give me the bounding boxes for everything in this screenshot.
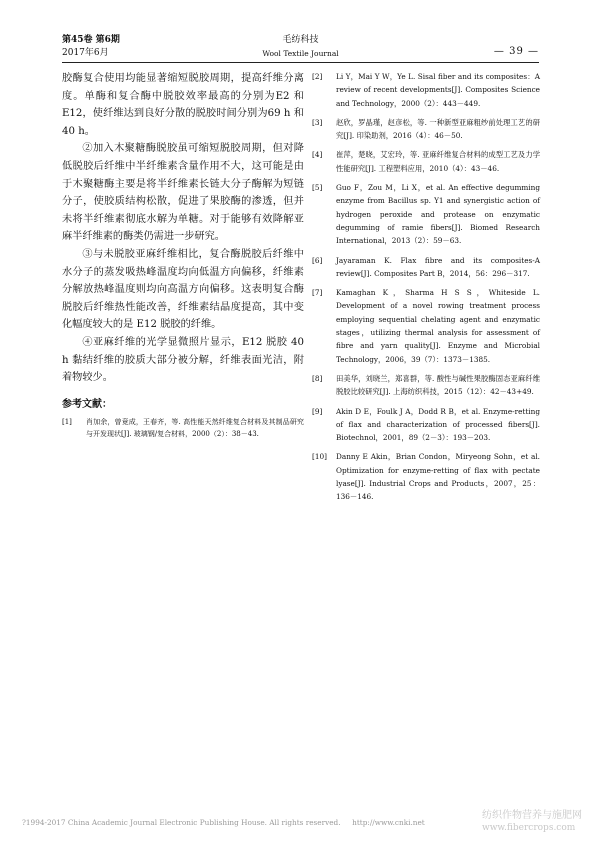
journal-title-en: Wool Textile Journal <box>262 49 339 58</box>
references-heading: 参考文献： <box>62 398 112 410</box>
reference-number: [10] <box>312 452 327 462</box>
reference-number: [8] <box>312 373 323 383</box>
footer-url[interactable]: http://www.cnki.net <box>352 818 425 827</box>
reference-text: 田美华，刘晓兰，郑喜群，等. 酸性与碱性果胶酶固态亚麻纤维脱胶比较研究[J]. 上海纺织科技，2015（12）：42－43+49. <box>336 373 540 397</box>
reference-number: [6] <box>312 255 323 265</box>
volume-issue: 第45卷 第6期 <box>62 35 120 45</box>
copyright-text: ?1994-2017 China Academic Journal Electronic Publishing House. All rights reserved. <box>22 818 341 827</box>
reference-item <box>312 254 540 281</box>
reference-text: Jayaraman K. Flax fibre and its composites-A review[J]. Composites Part B，2014，56：296－317. <box>336 255 540 278</box>
copyright-footer <box>22 818 425 827</box>
reference-text: 崔萍，楚晓，艾宏玲，等. 亚麻纤维复合材料的成型工艺及力学性能研究[J]. 工程塑料应用，2010（4）：43－46. <box>336 150 540 173</box>
reference-item <box>312 286 540 366</box>
reference-number: [1] <box>62 417 72 426</box>
journal-title-cn: 毛纺科技 <box>282 35 319 45</box>
reference-text: 肖加余，曾竟成，王春齐，等. 高性能天然纤维复合材料及其制品研究与开发现状[J]. 玻璃钢/复合材料，2000（2）：38－43. <box>86 417 304 438</box>
reference-item <box>312 116 540 143</box>
reference-item <box>312 181 540 247</box>
reference-text: 赵欣，罗晶瑾，赵彦松，等. 一种新型亚麻粗纱前处理工艺的研究[J]. 印染助剂，2016（4）：46－50. <box>336 117 540 141</box>
page-header <box>62 34 539 63</box>
reference-item <box>312 372 540 399</box>
reference-text: Akin D E，Foulk J A，Dodd R B，et al. Enzyme-retting of flax and characterization of processed fibers[J]. Biotechnol，2001，89（2－3）：193－203. <box>336 406 540 443</box>
body-paragraph: ②加入木聚糖酶脱胶虽可缩短脱胶周期，但对降低脱胶后纤维中半纤维素含量作用不大，这可能是由于木聚糖酶主要是将半纤维素长链大分子酶解为短链分子，使胶质结构松散，促进了果胶酶的渗透，但并未将半纤维素彻底水解为单糖。对于能够有效降解亚麻半纤维素的酶类仍需进一步研究。 <box>62 143 304 243</box>
reference-number: [3] <box>312 117 323 127</box>
reference-item <box>312 450 540 503</box>
reference-item <box>312 405 540 445</box>
reference-item <box>62 416 304 440</box>
reference-item <box>312 70 540 110</box>
reference-text: Kamaghan K，Sharma H S S，Whiteside L. Development of a novel rowing treatment process employing sequential chelating agent and enzymatic stages，utilizing thermal analysis for assessment of fibre and yarn quality[J]. Enzyme and Microbial Technology，2006，39（7）：1373－1385. <box>336 288 540 364</box>
body-paragraph: 胶酶复合使用均能显著缩短脱胶周期，提高纤维分离度。单酶和复合酶中脱胶效率最高的分别为E2 和 E12，使纤维达到良好分散的脱胶时间分别为69 h 和 40 h。 <box>62 73 304 137</box>
issue-date: 2017年6月 <box>62 48 109 58</box>
body-paragraph: ③与未脱胶亚麻纤维相比，复合酶脱胶后纤维中水分子的蒸发吸热峰温度均向低温方向偏移，纤维素分解放热峰温度则均向高温方向偏移。这表明复合酶脱胶后纤维热性能改善，纤维素结晶度提高，其中变化幅度较大的是 E12 脱胶的纤维。 <box>62 248 304 331</box>
left-column <box>62 70 304 446</box>
right-column <box>312 70 540 510</box>
reference-text: Li Y，Mai Y W，Ye L. Sisal fiber and its composites：A review of recent developments[J]. Composites Science and Technology，2000（2）：443－449. <box>336 72 540 108</box>
reference-number: [5] <box>312 183 323 193</box>
body-paragraph: ④亚麻纤维的光学显微照片显示，E12 脱胶 40 h 黏结纤维的胶质大部分被分解，纤维表面光洁，附着物较少。 <box>62 336 304 384</box>
watermark-url: www.fibercrops.com <box>482 823 576 833</box>
reference-number: [9] <box>312 406 323 416</box>
site-watermark <box>482 810 582 834</box>
page-number: — 39 — <box>493 46 539 57</box>
reference-number: [7] <box>312 288 323 298</box>
watermark-text: 纺织作物营养与施肥网 <box>482 810 582 821</box>
reference-text: Danny E Akin，Brian Condon，Miryeong Sohn，et al. Optimization for enzyme-retting of flax with pectate lyase[J]. Industrial Crops and Products，2007，25：136－146. <box>336 452 540 502</box>
journal-name <box>62 34 539 60</box>
reference-number: [4] <box>312 150 323 160</box>
reference-item <box>312 148 540 175</box>
reference-text: Guo F，Zou M，Li X，et al. An effective degumming enzyme from Bacillus sp. Y1 and synergistic action of hydrogen peroxide and protease on enzymatic degumming of ramie fibers[J]. Biomed Research International，2013（2）：59－63. <box>336 183 540 246</box>
reference-number: [2] <box>312 72 323 81</box>
